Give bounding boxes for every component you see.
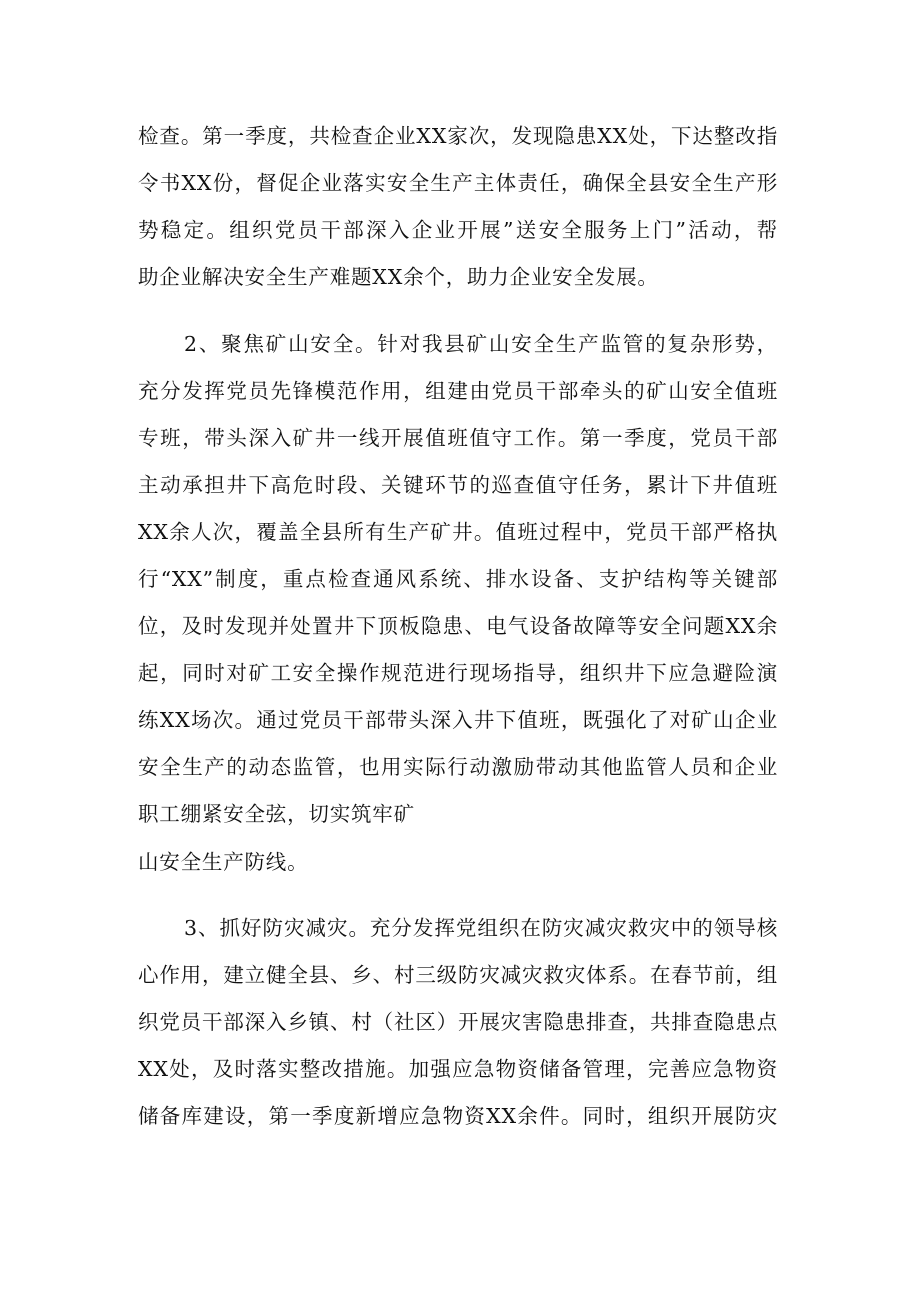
paragraph-2-line-8: 起，同时对矿工安全操作规范进行现场指导，组织井下应急避险演 <box>138 661 778 685</box>
paragraph-2-line-1: 2、聚焦矿山安全。针对我县矿山安全生产监管的复杂形势， <box>184 332 778 356</box>
paragraph-2-line-6: 行“XX”制度，重点检查通风系统、排水设备、支护结构等关键部 <box>138 567 778 591</box>
paragraph-2-line-5: XX余人次，覆盖全县所有生产矿井。值班过程中，党员干部严格执 <box>138 520 778 544</box>
paragraph-2-line-12: 山安全生产防线。 <box>138 850 309 874</box>
paragraph-1-line-3: 势稳定。组织党员干部深入企业开展”送安全服务上门”活动，帮 <box>138 218 778 242</box>
paragraph-1-line-1: 检查。第一季度，共检查企业XX家次，发现隐患XX处，下达整改指 <box>138 124 778 148</box>
paragraph-2-line-2: 充分发挥党员先锋模范作用，组建由党员干部牵头的矿山安全值班 <box>138 379 778 403</box>
paragraph-3-line-4: XX处，及时落实整改措施。加强应急物资储备管理，完善应急物资 <box>138 1057 778 1081</box>
paragraph-3-line-3: 织党员干部深入乡镇、村（社区）开展灾害隐患排查，共排查隐患点 <box>138 1010 778 1034</box>
paragraph-2-line-7: 位，及时发现并处置井下顶板隐患、电气设备故障等安全问题XX余 <box>138 614 778 638</box>
paragraph-2-line-4: 主动承担井下高危时段、关键环节的巡查值守任务，累计下井值班 <box>138 473 778 497</box>
paragraph-3-line-2: 心作用，建立健全县、乡、村三级防灾减灾救灾体系。在春节前，组 <box>138 963 778 987</box>
paragraph-3-line-5: 储备库建设，第一季度新增应急物资XX余件。同时，组织开展防灾 <box>138 1104 778 1128</box>
paragraph-2-line-9: 练XX场次。通过党员干部带头深入井下值班，既强化了对矿山企业 <box>138 708 778 732</box>
paragraph-2-line-11: 职工绷紧安全弦，切实筑牢矿 <box>138 802 415 826</box>
paragraph-2-line-10: 安全生产的动态监管，也用实际行动激励带动其他监管人员和企业 <box>138 755 778 779</box>
paragraph-3-line-1: 3、抓好防灾减灾。充分发挥党组织在防灾减灾救灾中的领导核 <box>184 916 778 940</box>
paragraph-1-line-2: 令书XX份，督促企业落实安全生产主体责任，确保全县安全生产形 <box>138 171 778 195</box>
paragraph-1-line-4: 助企业解决安全生产难题XX余个，助力企业安全发展。 <box>138 265 659 289</box>
paragraph-2-line-3: 专班，带头深入矿井一线开展值班值守工作。第一季度，党员干部 <box>138 426 778 450</box>
